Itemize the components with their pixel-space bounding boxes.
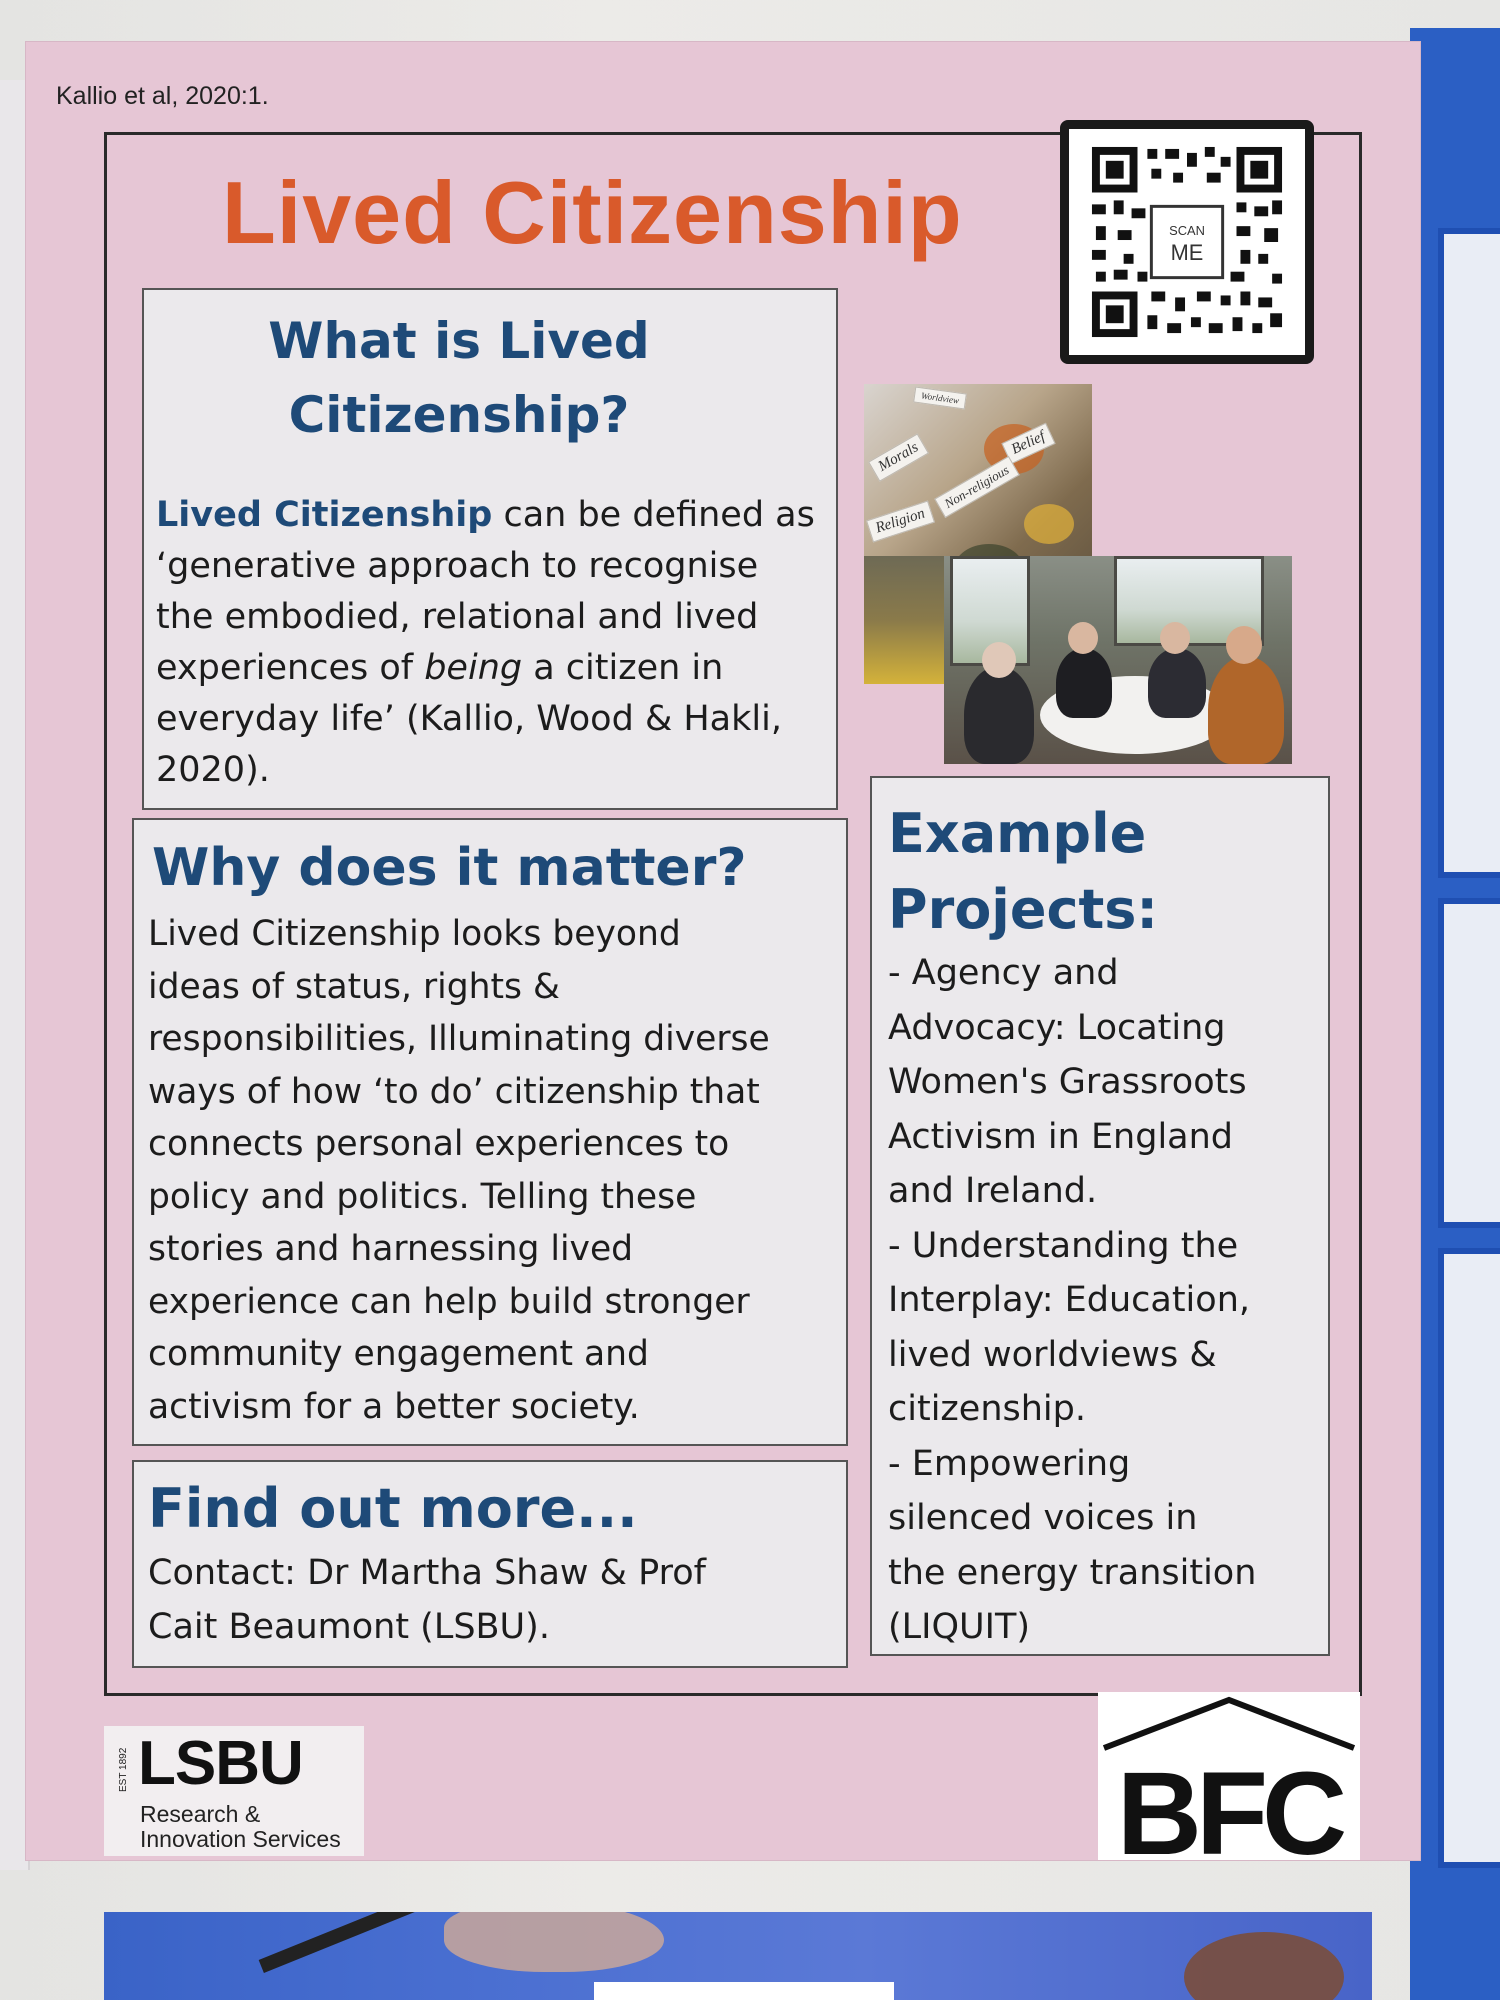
project-line: Interplay: Education, xyxy=(888,1280,1250,1320)
project-line: and Ireland. xyxy=(888,1171,1098,1211)
photo-person xyxy=(964,666,1034,764)
what-line1: can be defined as xyxy=(492,495,815,535)
what-heading-line2: Citizenship? xyxy=(288,386,630,444)
projects-heading-line2: Projects: xyxy=(888,878,1158,941)
photo-person-head xyxy=(1160,622,1190,654)
project-line: (LIQUIT) xyxy=(888,1607,1030,1647)
neighbouring-poster-bottom xyxy=(104,1912,1372,2000)
what-line4-emphasis: being xyxy=(424,648,523,688)
lsbu-wordmark: LSBU xyxy=(138,1729,303,1798)
qr-code-graphic xyxy=(1083,143,1291,341)
bottom-poster-hand xyxy=(1184,1932,1344,2000)
project-line: Advocacy: Locating xyxy=(888,1007,1226,1048)
photo-note-card: Worldview xyxy=(913,386,967,409)
example-projects-box xyxy=(870,776,1330,1656)
why-body xyxy=(148,908,844,1433)
neighbouring-poster-right xyxy=(1410,28,1500,2000)
bottom-poster-hand xyxy=(444,1912,664,1972)
project-line: citizenship. xyxy=(888,1389,1086,1429)
what-is-box xyxy=(142,288,838,810)
contact-line: Contact: Dr Martha Shaw & Prof xyxy=(148,1553,706,1593)
project-line: Activism in England xyxy=(888,1116,1234,1157)
why-line: community engagement and xyxy=(148,1334,649,1374)
project-line: the energy transition xyxy=(888,1552,1257,1593)
photo-person-head xyxy=(1068,622,1098,654)
neighbour-panel xyxy=(1438,1248,1500,1868)
what-is-body xyxy=(156,490,832,796)
projects-heading xyxy=(888,796,1158,948)
why-heading: Why does it matter? xyxy=(152,838,747,898)
qr-label-top: SCAN xyxy=(1169,223,1205,239)
photo-note-card: Non-religious xyxy=(934,456,1019,518)
neighbour-panel xyxy=(1438,228,1500,878)
photo-person-head xyxy=(1226,626,1262,664)
why-line: activism for a better society. xyxy=(148,1386,640,1427)
why-line: policy and politics. Telling these xyxy=(148,1176,697,1217)
bfc-logo xyxy=(1098,1692,1360,1860)
find-out-more-box xyxy=(132,1460,848,1668)
project-line: silenced voices in xyxy=(888,1498,1198,1538)
why-line: ideas of status, rights & xyxy=(148,966,560,1007)
bfc-wordmark: BFC xyxy=(1116,1748,1342,1860)
lsbu-subtitle-line: Innovation Services xyxy=(140,1826,341,1852)
what-line3: the embodied, relational and lived xyxy=(156,597,759,637)
project-line: lived worldviews & xyxy=(888,1334,1217,1375)
why-it-matters-box xyxy=(132,818,848,1446)
photo-person xyxy=(1148,648,1206,718)
photo-person xyxy=(1056,648,1112,718)
lsbu-est-label: EST 1892 xyxy=(118,1747,129,1793)
bottom-poster-detail xyxy=(259,1912,450,1973)
photo-person xyxy=(1208,656,1284,764)
what-line4-end: a citizen in xyxy=(522,648,724,688)
photo-note-card: Religion xyxy=(866,501,935,543)
what-line6: 2020). xyxy=(156,750,270,790)
bfc-logo-graphic xyxy=(1098,1692,1360,1860)
neighbour-panel xyxy=(1438,898,1500,1228)
project-line: - Understanding the xyxy=(888,1225,1239,1266)
contact-text xyxy=(148,1546,838,1654)
bottom-poster-card xyxy=(594,1982,894,2000)
why-line: responsibilities, Illuminating diverse xyxy=(148,1019,770,1059)
what-lead-term: Lived Citizenship xyxy=(156,495,493,535)
photo-note-card: Belief xyxy=(1001,423,1055,465)
why-line: ways of how ‘to do’ citizenship that xyxy=(148,1071,760,1112)
project-line: - Agency and xyxy=(888,953,1119,993)
lsbu-subtitle-line: Research & xyxy=(140,1801,261,1827)
bfc-roof-icon xyxy=(1104,1700,1354,1748)
why-line: stories and harnessing lived xyxy=(148,1229,634,1269)
lsbu-logo xyxy=(104,1726,364,1856)
what-heading-line1: What is Lived xyxy=(268,312,650,370)
group-meeting-photo xyxy=(944,556,1292,764)
photo-note-card: Morals xyxy=(868,433,929,482)
projects-list xyxy=(888,946,1328,1655)
lsbu-subtitle xyxy=(140,1802,360,1852)
what-line4: experiences of xyxy=(156,648,425,688)
qr-code[interactable] xyxy=(1060,120,1314,364)
project-line: - Empowering xyxy=(888,1443,1131,1484)
what-line5: everyday life’ (Kallio, Wood & Hakli, xyxy=(156,699,782,739)
qr-label-bottom: ME xyxy=(1170,239,1204,265)
find-heading: Find out more... xyxy=(148,1477,638,1540)
cards-photo-strip xyxy=(864,556,944,684)
projects-heading-line1: Example xyxy=(888,802,1147,865)
what-line2: ‘generative approach to recognise xyxy=(156,546,759,586)
why-line: experience can help build stronger xyxy=(148,1281,750,1322)
why-line: Lived Citizenship looks beyond xyxy=(148,914,681,954)
what-is-heading xyxy=(144,304,774,452)
photo-detail xyxy=(1024,504,1074,544)
citation-note: Kallio et al, 2020:1. xyxy=(56,82,269,110)
poster-title: Lived Citizenship xyxy=(222,163,963,262)
project-line: Women's Grassroots xyxy=(888,1062,1247,1102)
contact-line: Cait Beaumont (LSBU). xyxy=(148,1607,550,1647)
photo-person-head xyxy=(982,642,1016,678)
why-line: connects personal experiences to xyxy=(148,1124,730,1164)
